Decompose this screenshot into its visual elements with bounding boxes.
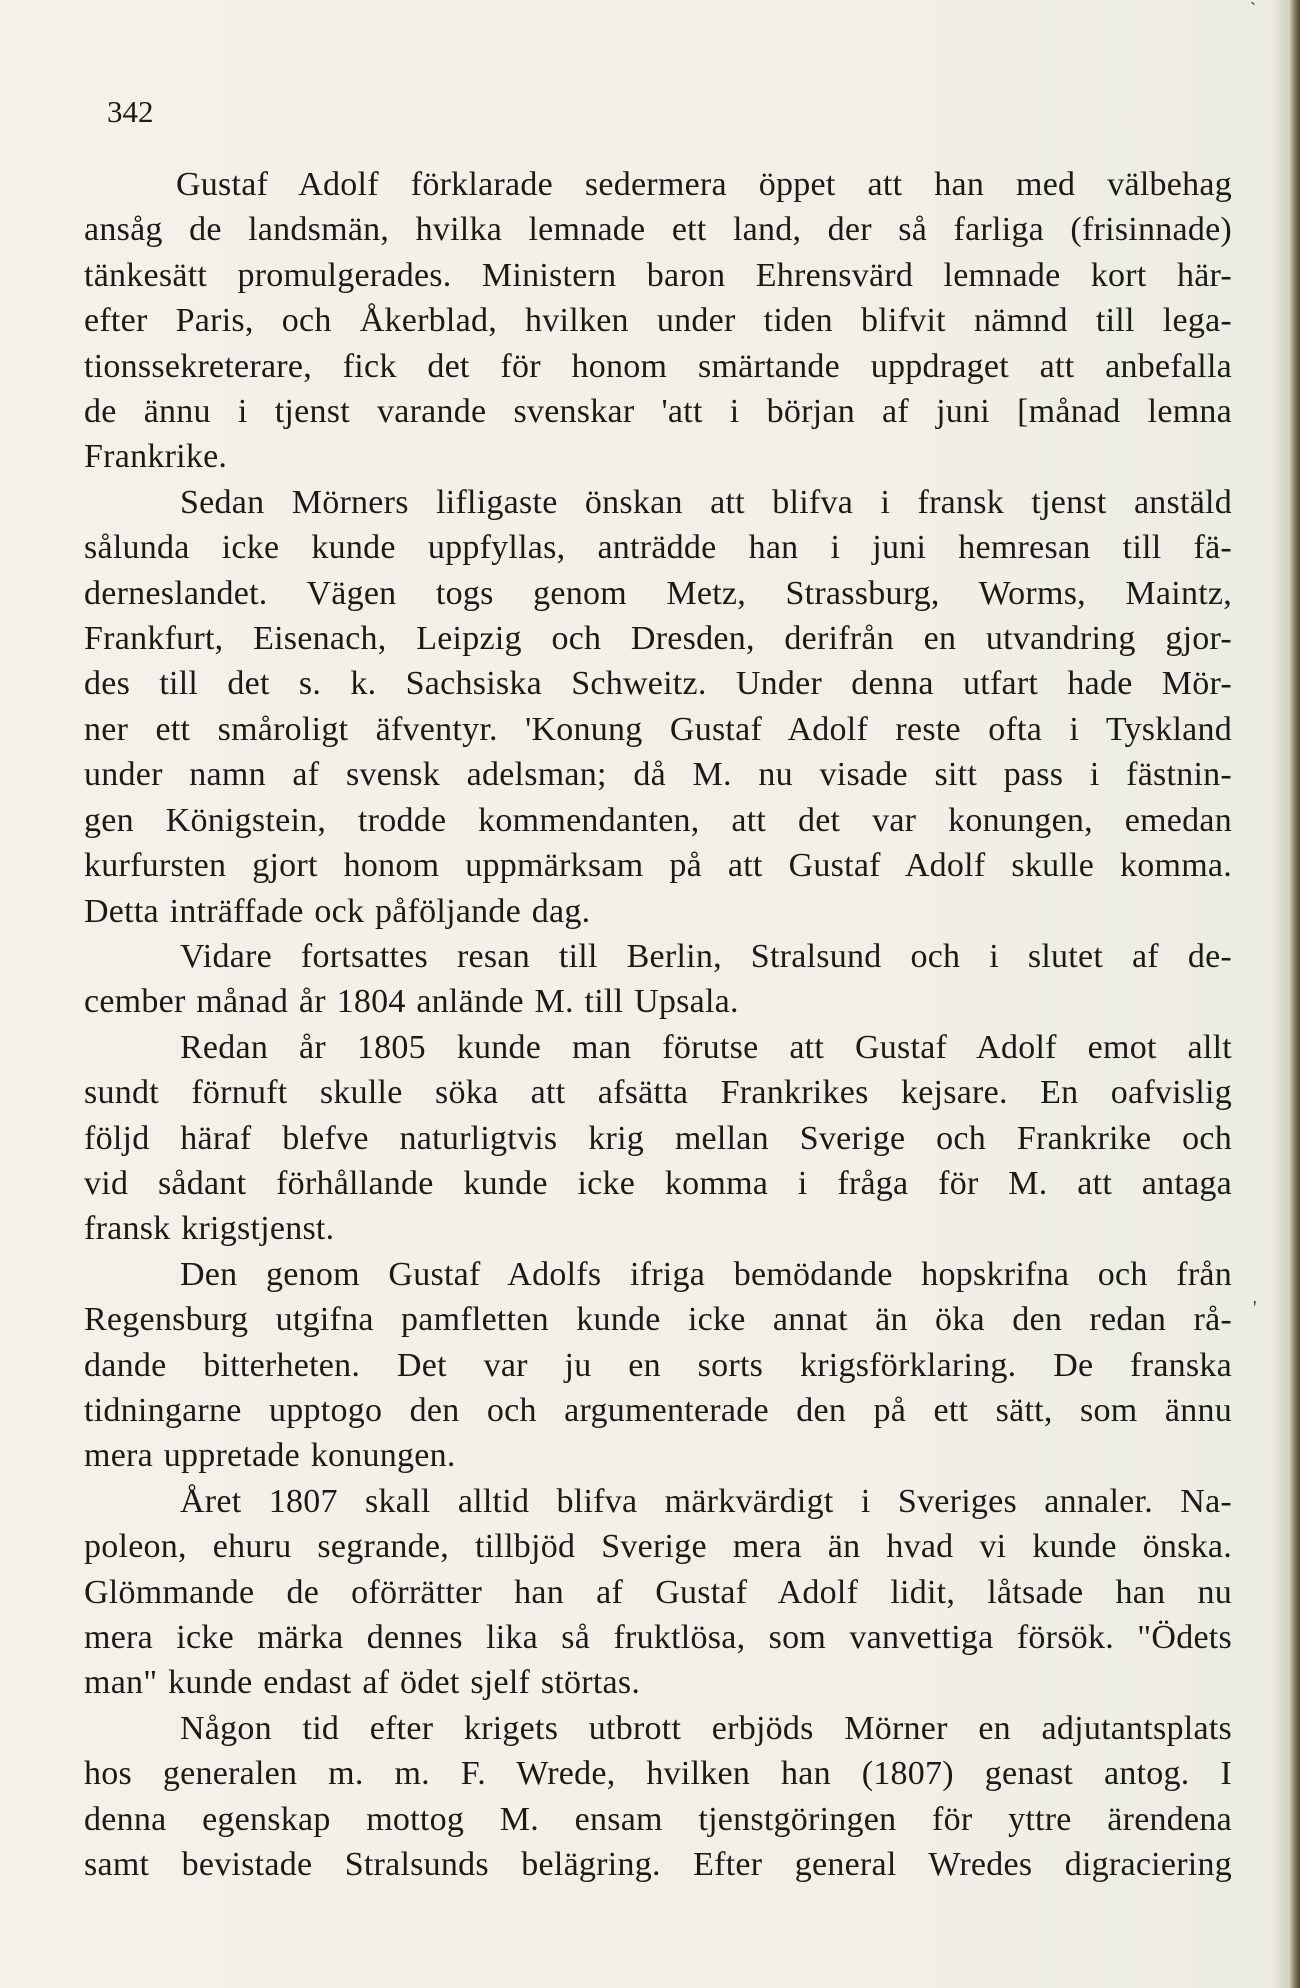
text-line: hos generalen m. m. F. Wrede, hvilken han (1807) genast antog. I <box>84 1755 1232 1793</box>
text-line: tänkesätt promulgerades. Ministern baron Ehrensvärd lemnade kort här- <box>84 256 1232 294</box>
book-binding-edge <box>1290 0 1300 1988</box>
side-margin-mark: ' <box>1253 1297 1257 1319</box>
text-line: cember månad år 1804 anlände M. till Upsala. <box>84 983 739 1021</box>
text-line: Någon tid efter krigets utbrott erbjöds Mörner en adjutantsplats <box>180 1709 1232 1747</box>
text-line: Den genom Gustaf Adolfs ifriga bemödande hopskrifna och från <box>180 1255 1232 1293</box>
text-line: Glömmande de oförrätter han af Gustaf Adolf lidit, låtsade han nu <box>84 1573 1232 1611</box>
page-text-block <box>84 162 1232 1887</box>
text-line: fransk krigstjenst. <box>84 1210 335 1248</box>
text-line: samt bevistade Stralsunds belägring. Efter general Wredes digraciering <box>84 1846 1232 1884</box>
text-line: tionssekreterare, fick det för honom smärtande uppdraget att anbefalla <box>84 347 1232 385</box>
text-line: Regensburg utgifna pamfletten kunde icke annat än öka den redan rå- <box>84 1301 1232 1339</box>
text-line: derneslandet. Vägen togs genom Metz, Strassburg, Worms, Maintz, <box>84 574 1232 612</box>
text-line: mera uppretade konungen. <box>84 1437 456 1475</box>
text-line: kurfursten gjort honom uppmärksam på att Gustaf Adolf skulle komma. <box>84 847 1232 885</box>
text-line: gen Königstein, trodde kommendanten, att det var konungen, emedan <box>84 801 1232 839</box>
text-line: Året 1807 skall alltid blifva märkvärdigt i Sveriges annaler. Na- <box>180 1482 1232 1520</box>
text-line: de ännu i tjenst varande svenskar 'att i början af juni [månad lemna <box>84 393 1232 431</box>
text-line: tidningarne upptogo den och argumenterade den på ett sätt, som ännu <box>84 1391 1232 1429</box>
text-line: man" kunde endast af ödet sjelf störtas. <box>84 1664 641 1702</box>
text-line: Detta inträffade ock påföljande dag. <box>84 892 591 930</box>
text-line: mera icke märka dennes lika så fruktlösa, som vanvettiga försök. "Ödets <box>84 1619 1232 1656</box>
text-line: denna egenskap mottog M. ensam tjenstgöringen för yttre ärendena <box>84 1800 1232 1838</box>
text-line: Frankrike. <box>84 438 228 476</box>
text-line: Gustaf Adolf förklarade sedermera öppet att han med välbehag <box>176 166 1232 203</box>
page-number: 342 <box>107 94 154 129</box>
text-line: vid sådant förhållande kunde icke komma i fråga för M. att antaga <box>84 1164 1232 1202</box>
text-line: Vidare fortsattes resan till Berlin, Stralsund och i slutet af de- <box>180 937 1232 975</box>
text-line: följd häraf blefve naturligtvis krig mellan Sverige och Frankrike och <box>84 1119 1232 1157</box>
top-margin-mark: ` <box>1250 0 1256 19</box>
text-line: efter Paris, och Åkerblad, hvilken under tiden blifvit nämnd till lega- <box>84 302 1232 340</box>
text-line: under namn af svensk adelsman; då M. nu visade sitt pass i fästnin- <box>84 756 1232 794</box>
text-line: des till det s. k. Sachsiska Schweitz. Under denna utfart hade Mör- <box>84 665 1232 703</box>
text-line: Redan år 1805 kunde man förutse att Gustaf Adolf emot allt <box>180 1028 1232 1066</box>
text-line: Sedan Mörners lifligaste önskan att blifva i fransk tjenst anstäld <box>180 483 1232 521</box>
text-line: dande bitterheten. Det var ju en sorts krigsförklaring. De franska <box>84 1346 1232 1384</box>
text-line: ner ett småroligt äfventyr. 'Konung Gustaf Adolf reste ofta i Tyskland <box>84 710 1232 748</box>
text-line: sålunda icke kunde uppfyllas, anträdde han i juni hemresan till fä- <box>84 529 1232 567</box>
text-line: ansåg de landsmän, hvilka lemnade ett land, der så farliga (frisinnade) <box>84 211 1232 249</box>
text-line: Frankfurt, Eisenach, Leipzig och Dresden, derifrån en utvandring gjor- <box>84 620 1232 658</box>
text-line: sundt förnuft skulle söka att afsätta Frankrikes kejsare. En oafvislig <box>84 1074 1232 1112</box>
text-line: poleon, ehuru segrande, tillbjöd Sverige mera än hvad vi kunde önska. <box>84 1528 1232 1566</box>
page-edge-shadow <box>1272 0 1290 1988</box>
